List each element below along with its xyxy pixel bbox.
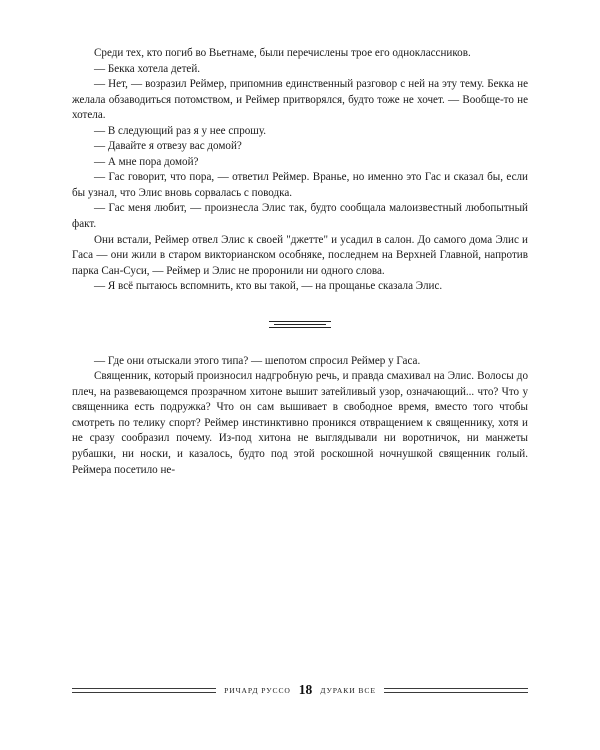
divider-line [269,327,331,328]
paragraph: — Где они отыскали этого типа? — шепотом спросил Реймер у Гаса. [94,354,421,367]
section-divider-lines [269,321,331,328]
paragraph: — Я всё пытаюсь вспомнить, кто вы такой, — на прощанье сказала Элис. [94,280,443,293]
divider-line [274,324,326,325]
footer-rule-left [72,687,216,694]
page-footer [72,682,528,698]
paragraph: — Давайте я отвезу вас домой? [94,140,242,153]
section-divider [72,321,528,328]
paragraph: — А мне пора домой? [94,155,199,168]
paragraph: Священник, который произносил надгробную речь, и правда смахивал на Элис. Волосы до плеч, на развевающемся прозрачном хитоне вышит затейливый узор, означающий... что? Что у священника есть подружка? Что он сам вышивает в свободное время, вместо того чтобы смотреть по телику спорт? Реймер инстинктивно проникся отвращением к священнику, хотя и не сразу сообразил почему. Из-под хитона не выглядывали ни воротничок, ни манжеты рубашки, ни носки, и казалось, будто под этой роскошной ночнушкой священник голый. Реймера посетило не- [72,370,528,476]
footer-author: РИЧАРД РУССО [224,685,291,695]
page-body-before-divider [72,46,528,295]
footer-rule-right [384,687,528,694]
paragraph: — В следующий раз я у нее спрошу. [94,124,267,137]
paragraph: Они встали, Реймер отвел Элис к своей "джетте" и усадил в салон. До самого дома Элис и Гаса — они жили в старом викторианском особняке, последнем на Верхней Главной, напротив парка Сан-Суси, — Реймер и Элис не проронили ни одного слова. [72,233,528,277]
paragraph: — Гас говорит, что пора, — ответил Реймер. Вранье, но именно это Гас и сказал бы, если бы узнал, что Элис вновь сорвалась с поводка. [72,171,528,199]
page-body-after-divider [72,354,528,478]
paragraph: — Гас меня любит, — произнесла Элис так, будто сообщала малоизвестный любопытный факт. [72,202,528,231]
paragraph: — Нет, — возразил Реймер, припомнив единственный разговор с ней на эту тему. Бекка не желала обзаводиться потомством, и Реймер притворялся, будто тоже не хочет. — Вообще-то не хотела. [72,78,528,122]
page-number: 18 [298,682,313,697]
divider-line [269,321,331,322]
paragraph: — Бекка хотела детей. [94,62,201,75]
paragraph: Среди тех, кто погиб во Вьетнаме, были перечислены трое его одноклассников. [94,47,471,59]
footer-title: ДУРАКИ ВСЕ [320,685,376,695]
